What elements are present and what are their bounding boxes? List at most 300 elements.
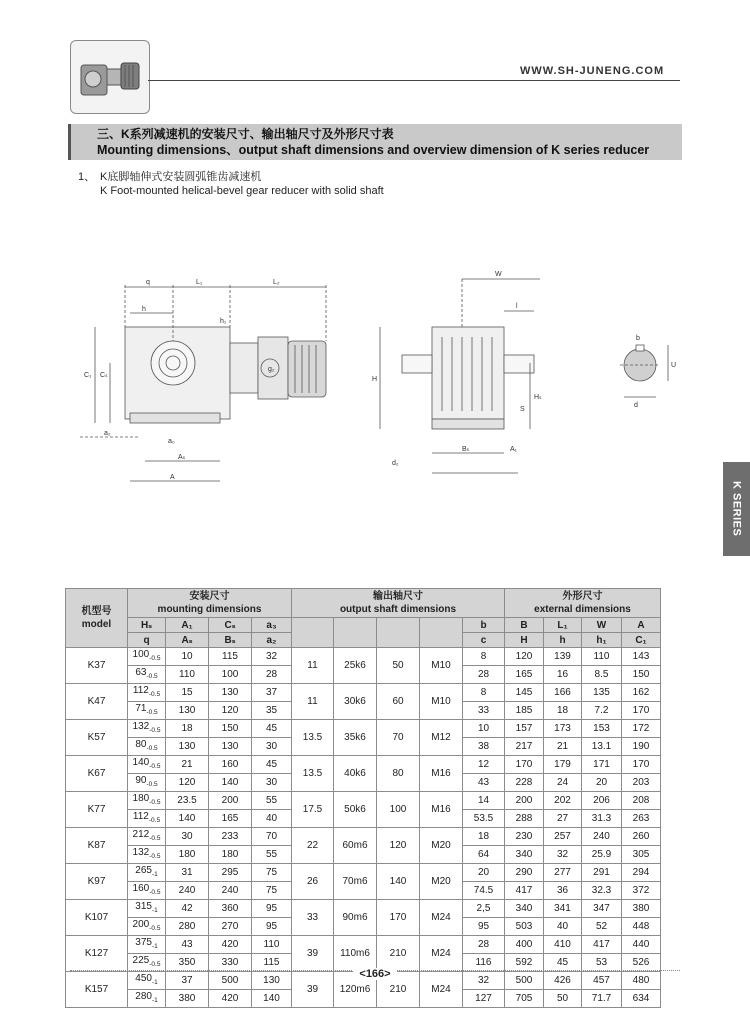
output-shaft-header: 输出轴尺寸 output shaft dimensions (292, 589, 505, 618)
table-cell: 400 (505, 936, 544, 954)
table-cell: $212_{-0.5}$ (128, 828, 166, 846)
model-cell: K37 (66, 648, 128, 684)
table-cell: 341 (544, 900, 582, 918)
table-cell: 43 (463, 774, 505, 792)
table-cell: 150 (622, 666, 661, 684)
col-header: Bₛ (209, 633, 252, 648)
table-cell: 115 (209, 648, 252, 666)
table-cell: 305 (622, 846, 661, 864)
table-cell: 116 (463, 954, 505, 972)
shaft-cell: 50k6 (334, 792, 377, 828)
table-cell: 180 (209, 846, 252, 864)
table-cell: 410 (544, 936, 582, 954)
table-cell: 170 (505, 756, 544, 774)
table-cell: 295 (209, 864, 252, 882)
table-cell: 7.2 (582, 702, 622, 720)
table-cell: $132_{-0.5}$ (128, 720, 166, 738)
table-cell: 170 (622, 702, 661, 720)
col-header: q (128, 633, 166, 648)
label-d2: d₂ (392, 460, 399, 467)
shaft-cell: M24 (420, 900, 463, 936)
table-cell: 240 (209, 882, 252, 900)
table-row (66, 936, 661, 954)
label-h1: h₁ (220, 318, 227, 325)
table-cell: $265_{-1}$ (128, 864, 166, 882)
shaft-cell: M20 (420, 828, 463, 864)
table-cell: 288 (505, 810, 544, 828)
table-cell: 340 (505, 900, 544, 918)
model-cell: K47 (66, 684, 128, 720)
table-cell: 2,5 (463, 900, 505, 918)
label-h: h (142, 306, 146, 313)
table-cell: 12 (463, 756, 505, 774)
table-row (66, 864, 661, 882)
table-cell: 526 (622, 954, 661, 972)
table-cell: 200 (505, 792, 544, 810)
table-cell: 35 (252, 702, 292, 720)
table-cell: 100 (209, 666, 252, 684)
table-cell: 110 (166, 666, 209, 684)
shaft-cell: M16 (420, 756, 463, 792)
page-number: <166> (0, 964, 750, 982)
table-cell: 170 (622, 756, 661, 774)
table-cell: $200_{-0.5}$ (128, 918, 166, 936)
table-cell: 32 (463, 972, 505, 990)
table-cell: 40 (544, 918, 582, 936)
table-cell: 592 (505, 954, 544, 972)
table-cell: 38 (463, 738, 505, 756)
table-cell: 37 (166, 972, 209, 990)
col-header-blank (292, 618, 334, 648)
table-cell: 173 (544, 720, 582, 738)
table-cell: 8 (463, 648, 505, 666)
table-cell: 135 (582, 684, 622, 702)
table-cell: 270 (209, 918, 252, 936)
table-cell: 24 (544, 774, 582, 792)
table-cell: 45 (252, 720, 292, 738)
table-cell: 18 (463, 828, 505, 846)
table-cell: 280 (166, 918, 209, 936)
table-cell: 28 (252, 666, 292, 684)
table-row (66, 792, 661, 810)
subsection-title-cn: K底脚轴伸式安装圆弧锥齿减速机 (100, 171, 262, 183)
shaft-cell: 39 (292, 972, 334, 1008)
table-cell: 14 (463, 792, 505, 810)
col-header: H (505, 633, 544, 648)
shaft-cell: 210 (377, 972, 420, 1008)
section-title-cn: 三、K系列减速机的安装尺寸、输出轴尺寸及外形尺寸表 (97, 127, 394, 141)
col-header: Aₛ (166, 633, 209, 648)
table-cell: 200 (209, 792, 252, 810)
table-cell: 190 (622, 738, 661, 756)
table-cell: 130 (252, 972, 292, 990)
table-cell: 233 (209, 828, 252, 846)
table-cell: $100_{-0.5}$ (128, 648, 166, 666)
shaft-cell: 33 (292, 900, 334, 936)
table-cell: 165 (209, 810, 252, 828)
table-cell: 130 (209, 738, 252, 756)
table-cell: 634 (622, 990, 661, 1008)
label-a0: a₀ (168, 438, 175, 445)
table-cell: 30 (166, 828, 209, 846)
table-cell: 185 (505, 702, 544, 720)
label-L1: L₁ (196, 279, 203, 286)
table-cell: 33 (463, 702, 505, 720)
table-cell: 440 (622, 936, 661, 954)
table-cell: 448 (622, 918, 661, 936)
table-cell: 10 (166, 648, 209, 666)
col-header: b (463, 618, 505, 633)
table-cell: 140 (252, 990, 292, 1008)
col-header: h (544, 633, 582, 648)
shaft-cell: 17.5 (292, 792, 334, 828)
shaft-cell: 11 (292, 684, 334, 720)
table-cell: 120 (166, 774, 209, 792)
table-cell: 350 (166, 954, 209, 972)
table-cell: $180_{-0.5}$ (128, 792, 166, 810)
table-cell: 70 (252, 828, 292, 846)
table-cell: 340 (505, 846, 544, 864)
table-cell: 32 (544, 846, 582, 864)
col-header: Cₛ (209, 618, 252, 633)
external-header: 外形尺寸 external dimensions (505, 589, 661, 618)
table-cell: 260 (622, 828, 661, 846)
table-cell: 130 (209, 684, 252, 702)
table-cell: 50 (544, 990, 582, 1008)
col-header: h₁ (582, 633, 622, 648)
shaft-cell: 60m6 (334, 828, 377, 864)
shaft-cell: 120 (377, 828, 420, 864)
table-cell: 45 (252, 756, 292, 774)
table-row (66, 648, 661, 666)
table-cell: $132_{-0.5}$ (128, 846, 166, 864)
label-S: S (520, 406, 525, 413)
shaft-cell: M10 (420, 684, 463, 720)
table-cell: 171 (582, 756, 622, 774)
table-cell: 380 (166, 990, 209, 1008)
table-cell: 95 (463, 918, 505, 936)
col-header: C₁ (622, 633, 661, 648)
table-cell: 263 (622, 810, 661, 828)
col-header-blank (420, 618, 463, 648)
shaft-cell: 70m6 (334, 864, 377, 900)
label-A: A (170, 474, 175, 481)
table-row (66, 684, 661, 702)
col-header: A (622, 618, 661, 633)
table-cell: 130 (166, 702, 209, 720)
table-cell: 31.3 (582, 810, 622, 828)
table-cell: 52 (582, 918, 622, 936)
website-url: WWW.SH-JUNENG.COM (520, 65, 665, 77)
shaft-cell: M24 (420, 936, 463, 972)
table-cell: 157 (505, 720, 544, 738)
shaft-section-drawing (620, 335, 676, 409)
table-cell: 74.5 (463, 882, 505, 900)
shaft-cell: 50 (377, 648, 420, 684)
table-cell: $71_{-0.5}$ (128, 702, 166, 720)
mounting-header: 安装尺寸 mounting dimensions (128, 589, 292, 618)
model-cell: K127 (66, 936, 128, 972)
table-cell: 179 (544, 756, 582, 774)
table-cell: 21 (544, 738, 582, 756)
table-cell: 18 (544, 702, 582, 720)
table-cell: 130 (166, 738, 209, 756)
label-l: l (516, 303, 518, 310)
table-cell: 480 (622, 972, 661, 990)
col-header: L₁ (544, 618, 582, 633)
table-cell: 206 (582, 792, 622, 810)
subsection-heading (78, 170, 384, 198)
label-A1: A₁ (510, 446, 518, 453)
table-cell: $140_{-0.5}$ (128, 756, 166, 774)
label-Hs: Hₛ (534, 394, 542, 401)
product-logo (70, 40, 150, 114)
table-row (66, 756, 661, 774)
label-U: U (671, 362, 677, 369)
table-cell: 42 (166, 900, 209, 918)
table-cell: 15 (166, 684, 209, 702)
subsection-number: 1、 (78, 171, 96, 183)
table-cell: 20 (463, 864, 505, 882)
table-body (66, 648, 661, 1008)
table-cell: 20 (582, 774, 622, 792)
label-H: H (372, 376, 378, 383)
table-cell: 115 (252, 954, 292, 972)
table-cell: 145 (505, 684, 544, 702)
shaft-cell: 110m6 (334, 936, 377, 972)
table-cell: 139 (544, 648, 582, 666)
table-cell: 240 (582, 828, 622, 846)
side-view-drawing (372, 271, 542, 473)
table-cell: 165 (505, 666, 544, 684)
table-row (66, 720, 661, 738)
label-b: b (636, 335, 640, 342)
table-cell: 75 (252, 882, 292, 900)
label-W: W (495, 271, 502, 278)
table-cell: 127 (463, 990, 505, 1008)
label-d: d (634, 402, 638, 409)
table-cell: 228 (505, 774, 544, 792)
table-cell: 23.5 (166, 792, 209, 810)
table-cell: 180 (166, 846, 209, 864)
table-cell: 240 (166, 882, 209, 900)
table-cell: $315_{-1}$ (128, 900, 166, 918)
shaft-cell: 22 (292, 828, 334, 864)
shaft-cell: 26 (292, 864, 334, 900)
k-series-side-tab: K SERIES (723, 462, 750, 556)
table-cell: $63_{-0.5}$ (128, 666, 166, 684)
label-Cs: Cₛ (100, 372, 108, 379)
table-cell: 8.5 (582, 666, 622, 684)
shaft-cell: 90m6 (334, 900, 377, 936)
shaft-cell: 210 (377, 936, 420, 972)
shaft-cell: M16 (420, 792, 463, 828)
table-cell: 75 (252, 864, 292, 882)
label-As: Aₛ (178, 454, 186, 461)
table-cell: 40 (252, 810, 292, 828)
shaft-cell: M12 (420, 720, 463, 756)
shaft-cell: 39 (292, 936, 334, 972)
model-cell: K67 (66, 756, 128, 792)
table-cell: 45 (544, 954, 582, 972)
table-cell: 43 (166, 936, 209, 954)
table-cell: 32 (252, 648, 292, 666)
table-cell: 150 (209, 720, 252, 738)
table-cell: $375_{-1}$ (128, 936, 166, 954)
table-cell: 294 (622, 864, 661, 882)
shaft-cell: 35k6 (334, 720, 377, 756)
label-L2: L₂ (273, 279, 280, 286)
shaft-cell: 70 (377, 720, 420, 756)
table-cell: 153 (582, 720, 622, 738)
table-cell: $90_{-0.5}$ (128, 774, 166, 792)
front-view-drawing (80, 279, 326, 481)
table-cell: 230 (505, 828, 544, 846)
table-row (66, 828, 661, 846)
table-cell: $112_{-0.5}$ (128, 684, 166, 702)
col-header: a₃ (252, 618, 292, 633)
label-g2: g₂ (268, 366, 275, 373)
shaft-cell: 40k6 (334, 756, 377, 792)
shaft-cell: 30k6 (334, 684, 377, 720)
col-header-blank (334, 618, 377, 648)
table-cell: 503 (505, 918, 544, 936)
table-cell: 18 (166, 720, 209, 738)
table-cell: 30 (252, 774, 292, 792)
shaft-cell: 11 (292, 648, 334, 684)
shaft-cell: M10 (420, 648, 463, 684)
label-q: q (146, 279, 150, 286)
table-cell: 95 (252, 900, 292, 918)
table-cell: 203 (622, 774, 661, 792)
shaft-cell: 170 (377, 900, 420, 936)
dimension-table (65, 588, 661, 1008)
table-cell: 28 (463, 936, 505, 954)
col-header: A₁ (166, 618, 209, 633)
table-cell: 140 (209, 774, 252, 792)
table-cell: 31 (166, 864, 209, 882)
label-Bs: Bₛ (462, 446, 470, 453)
table-cell: 417 (582, 936, 622, 954)
table-cell: $225_{-0.5}$ (128, 954, 166, 972)
shaft-cell: 25k6 (334, 648, 377, 684)
shaft-cell: 100 (377, 792, 420, 828)
table-cell: 160 (209, 756, 252, 774)
table-cell: 53.5 (463, 810, 505, 828)
table-cell: 30 (252, 738, 292, 756)
gear-reducer-icon (71, 41, 149, 113)
shaft-cell: 60 (377, 684, 420, 720)
shaft-cell: M24 (420, 972, 463, 1008)
table-cell: 95 (252, 918, 292, 936)
col-header: B (505, 618, 544, 633)
table-cell: 500 (209, 972, 252, 990)
table-cell: 291 (582, 864, 622, 882)
table-cell: 257 (544, 828, 582, 846)
table-cell: 71.7 (582, 990, 622, 1008)
table-cell: 208 (622, 792, 661, 810)
subsection-title-en: K Foot-mounted helical-bevel gear reducer with solid shaft (100, 185, 384, 197)
label-C1: C₁ (84, 372, 92, 379)
table-cell: 202 (544, 792, 582, 810)
table-cell: 32.3 (582, 882, 622, 900)
table-cell: 162 (622, 684, 661, 702)
table-cell: 347 (582, 900, 622, 918)
section-title-en: Mounting dimensions、output shaft dimensions and overview dimension of K series reducer (97, 143, 650, 157)
table-cell: 110 (252, 936, 292, 954)
table-cell: 16 (544, 666, 582, 684)
col-header-blank (377, 618, 420, 648)
shaft-cell: 80 (377, 756, 420, 792)
col-header: a₂ (252, 633, 292, 648)
section-title-bar (68, 124, 682, 160)
table-cell: $160_{-0.5}$ (128, 882, 166, 900)
col-header: c (463, 633, 505, 648)
table-cell: 53 (582, 954, 622, 972)
col-header: Hₛ (128, 618, 166, 633)
model-cell: K107 (66, 900, 128, 936)
shaft-cell: M20 (420, 864, 463, 900)
table-cell: 120 (209, 702, 252, 720)
table-cell: 25.9 (582, 846, 622, 864)
model-header: 机型号 model (66, 589, 128, 648)
shaft-cell: 13.5 (292, 720, 334, 756)
table-cell: 420 (209, 990, 252, 1008)
table-cell: 10 (463, 720, 505, 738)
shaft-cell: 120m6 (334, 972, 377, 1008)
model-cell: K77 (66, 792, 128, 828)
table-cell: 13.1 (582, 738, 622, 756)
table-cell: 64 (463, 846, 505, 864)
technical-drawings (70, 265, 690, 495)
table-cell: $280_{-1}$ (128, 990, 166, 1008)
table-cell: 55 (252, 792, 292, 810)
table-cell: 27 (544, 810, 582, 828)
table-cell: 140 (166, 810, 209, 828)
table-cell: 380 (622, 900, 661, 918)
table-cell: 37 (252, 684, 292, 702)
table-cell: 172 (622, 720, 661, 738)
table-cell: 705 (505, 990, 544, 1008)
table-cell: 21 (166, 756, 209, 774)
header-divider (148, 80, 680, 81)
table-cell: 500 (505, 972, 544, 990)
model-cell: K97 (66, 864, 128, 900)
shaft-cell: 13.5 (292, 756, 334, 792)
model-cell: K57 (66, 720, 128, 756)
table-cell: $112_{-0.5}$ (128, 810, 166, 828)
table-cell: 277 (544, 864, 582, 882)
table-cell: 426 (544, 972, 582, 990)
table-cell: 330 (209, 954, 252, 972)
table-cell: 457 (582, 972, 622, 990)
table-cell: 217 (505, 738, 544, 756)
col-header: W (582, 618, 622, 633)
table-cell: 28 (463, 666, 505, 684)
table-cell: 8 (463, 684, 505, 702)
table-cell: 120 (505, 648, 544, 666)
table-cell: 417 (505, 882, 544, 900)
table-cell: $80_{-0.5}$ (128, 738, 166, 756)
shaft-cell: 140 (377, 864, 420, 900)
table-cell: 420 (209, 936, 252, 954)
table-row (66, 900, 661, 918)
model-cell: K87 (66, 828, 128, 864)
model-cell: K157 (66, 972, 128, 1008)
table-cell: 360 (209, 900, 252, 918)
table-cell: 143 (622, 648, 661, 666)
table-cell: 110 (582, 648, 622, 666)
